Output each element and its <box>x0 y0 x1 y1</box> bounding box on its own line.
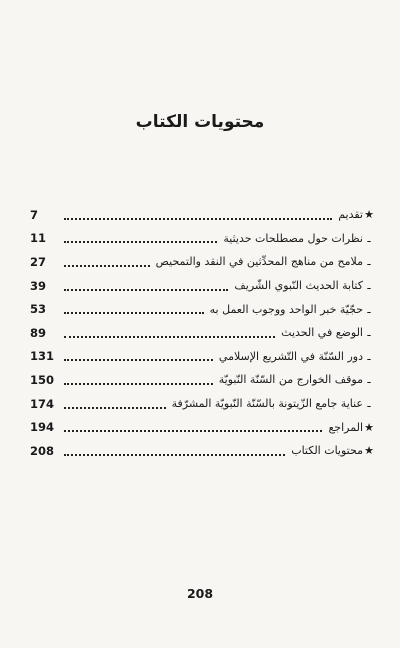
toc-entry <box>30 227 375 251</box>
toc-entry-page: 7 <box>30 207 39 222</box>
toc-entry-page: 208 <box>30 443 55 458</box>
toc-entry-page: 11 <box>30 231 47 246</box>
toc-entry-title: ملامح من مناهج المحدِّثين في النقد والتمحيص <box>155 255 363 269</box>
toc-entry <box>30 415 375 439</box>
table-of-contents <box>30 203 375 463</box>
toc-entry-page: 53 <box>30 302 47 317</box>
dash-marker: ـ <box>367 302 371 316</box>
leader-dots <box>64 206 332 220</box>
toc-entry-title: موقف الخوارج من السّنّة النّبويّة <box>218 373 363 387</box>
toc-entry-page: 39 <box>30 278 47 293</box>
toc-entry-title: دور السّنّة في التّشريع الإسلامي <box>218 349 363 363</box>
leader-dots <box>64 347 213 361</box>
page-number: 208 <box>186 586 214 601</box>
leader-dots <box>64 277 228 291</box>
toc-entry-page: 174 <box>30 396 55 411</box>
leader-dots <box>64 229 217 243</box>
toc-entry-title: عناية جامع الزّيتونة بالسّنّة النّبويّة المشرّفة <box>171 397 363 411</box>
dash-marker: ـ <box>367 373 371 387</box>
toc-entry-page: 27 <box>30 254 47 269</box>
toc-entry <box>30 321 375 345</box>
leader-dots <box>64 418 322 432</box>
toc-entry-page: 194 <box>30 420 55 435</box>
toc-entry <box>30 345 375 369</box>
leader-dots <box>64 300 204 314</box>
toc-entry <box>30 203 375 227</box>
leader-dots <box>64 442 285 456</box>
dash-marker: ـ <box>367 397 371 411</box>
leader-dots <box>64 324 275 338</box>
leader-dots <box>64 395 166 409</box>
dash-marker: ـ <box>367 279 371 293</box>
dash-marker: ـ <box>367 255 371 269</box>
toc-entry-title: كتابة الحديث النّبوي الشّريف <box>234 279 363 293</box>
toc-entry <box>30 368 375 392</box>
toc-entry <box>30 439 375 463</box>
leader-dots <box>64 371 213 385</box>
toc-entry-page: 131 <box>30 349 55 364</box>
bullet-icon: ★ <box>364 420 374 434</box>
toc-entry-title: تقديم <box>338 208 363 222</box>
dash-marker: ـ <box>367 349 371 363</box>
toc-entry-page: 89 <box>30 325 47 340</box>
toc-entry-title: المراجع <box>328 420 363 434</box>
toc-entry-title: الوضع في الحديث <box>281 326 363 340</box>
toc-entry-title: نظرات حول مصطلحات حديثية <box>223 231 363 245</box>
toc-entry <box>30 297 375 321</box>
toc-entry <box>30 274 375 298</box>
leader-dots <box>64 253 150 267</box>
toc-entry-title: محتويات الكتاب <box>291 444 363 458</box>
page-title: محتويات الكتاب <box>135 112 265 132</box>
bullet-icon: ★ <box>364 444 374 458</box>
bullet-icon: ★ <box>364 208 374 222</box>
toc-entry <box>30 392 375 416</box>
dash-marker: ـ <box>367 326 371 340</box>
dash-marker: ـ <box>367 231 371 245</box>
toc-entry <box>30 250 375 274</box>
toc-entry-page: 150 <box>30 372 55 387</box>
toc-entry-title: حجّيّة خبر الواحد ووجوب العمل به <box>209 302 363 316</box>
